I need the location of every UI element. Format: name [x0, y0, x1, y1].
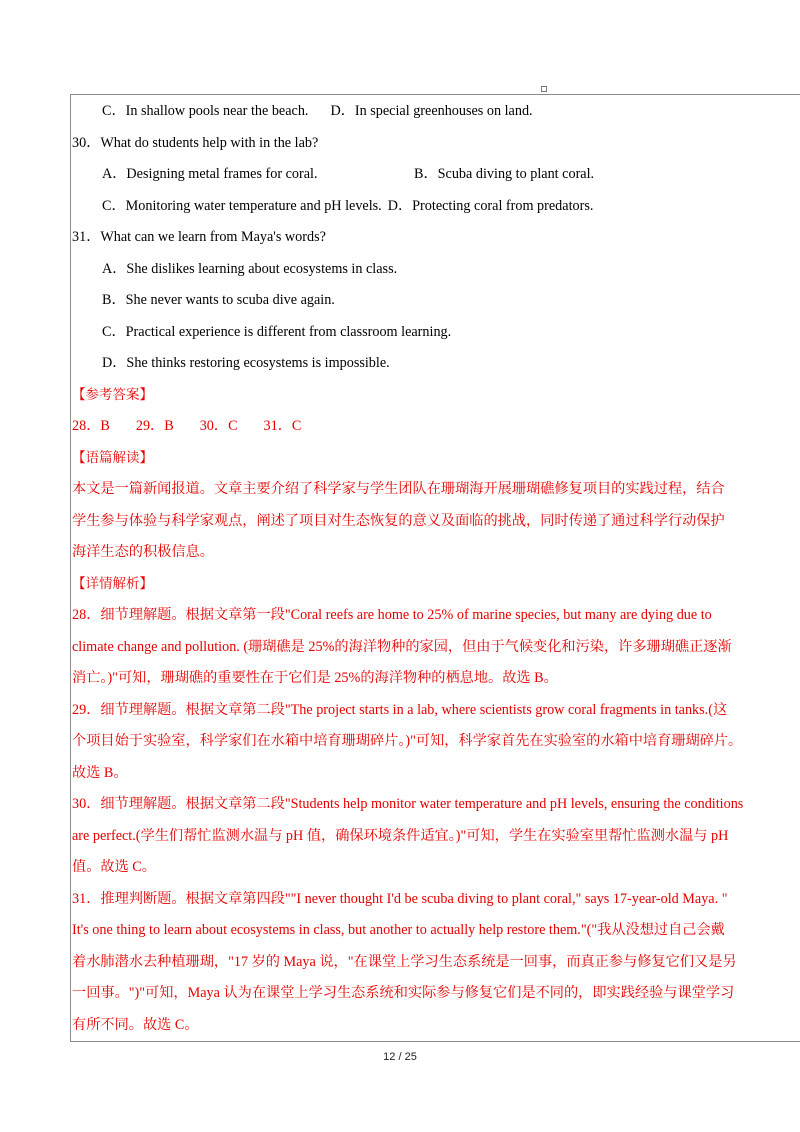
q29-options-cd [72, 96, 792, 128]
q30-stem: 30．What do students help with in the lab? [72, 134, 319, 151]
analysis-line: 个项目始于实验室，科学家们在水箱中培育珊瑚碎片。)"可知，科学家首先在实验室的水箱中培育珊瑚碎片。 [72, 733, 743, 749]
q30-option-c: C．Monitoring water temperature and pH levels. [102, 197, 382, 214]
q29-option-d: D．In special greenhouses on land. [330, 103, 533, 119]
analysis-line: 31．推理判断题。根据文章第四段""I never thought I'd be scuba diving to plant coral," says 17-year-old Maya. " [72, 890, 728, 907]
reading-line: 海洋生态的积极信息。 [72, 544, 214, 560]
analysis-heading: 【详情解析】 [72, 575, 153, 592]
q30-option-b: B．Scuba diving to plant coral. [414, 166, 595, 182]
q31-stem: 31．What can we learn from Maya's words? [72, 229, 326, 245]
reading-line: 学生参与体验与科学家观点，阐述了项目对生态恢复的意义及面临的挑战，同时传递了通过科学行动保护 [72, 512, 725, 529]
q30-options-ab [72, 159, 792, 191]
analysis-line: 28．细节理解题。根据文章第一段"Coral reefs are home to 25% of marine species, but many are dying due to [72, 607, 712, 623]
reading-line: 本文是一篇新闻报道。文章主要介绍了科学家与学生团队在珊瑚海开展珊瑚礁修复项目的实践过程，结合 [72, 481, 725, 497]
analysis-line: 着水肺潜水去种植珊瑚，"17 岁的 Maya 说，"在课堂上学习生态系统是一回事，而真正参与修复它们又是另 [72, 953, 737, 970]
page-number: 12 / 25 [383, 1051, 417, 1063]
analysis-line: 29．细节理解题。根据文章第二段"The project starts in a lab, where scientists grow coral fragments in tanks.(这 [72, 701, 728, 718]
answers-heading: 【参考答案】 [72, 386, 153, 403]
q30-option-d: D．Protecting coral from predators. [387, 197, 594, 214]
q30-option-a: A．Designing metal frames for coral. [102, 166, 318, 182]
analysis-line: 一回事。")"可知，Maya 认为在课堂上学习生态系统和实际参与修复它们是不同的，即实践经验与课堂学习 [72, 985, 735, 1001]
analysis-line: 30．细节理解题。根据文章第二段"Students help monitor water temperature and pH levels, ensuring the conditions [72, 796, 744, 812]
analysis-line: 消亡。)"可知，珊瑚礁的重要性在于它们是 25%的海洋物种的栖息地。故选 B。 [72, 670, 558, 686]
document-body [72, 96, 792, 1041]
analysis-line: It's one thing to learn about ecosystems in class, but another to actually help restore them."("我从没想过自己会戴 [72, 922, 725, 938]
analysis-line: are perfect.(学生们帮忙监测水温与 pH 值，确保环境条件适宜。)"可知，学生在实验室里帮忙监测水温与 pH [72, 827, 729, 844]
analysis-line: climate change and pollution. (珊瑚礁是 25%的海洋物种的家园，但由于气候变化和污染，许多珊瑚礁正逐渐 [72, 638, 732, 655]
analysis-line: 故选 B。 [72, 764, 128, 781]
page-frame-top-rule [70, 94, 800, 95]
q31-option-a: A．She dislikes learning about ecosystems in class. [102, 260, 398, 277]
corner-crop-mark [541, 86, 547, 92]
answer-item: 31．C [263, 418, 302, 434]
page-frame-left-rule [70, 94, 71, 1041]
answer-item: 29．B [135, 418, 174, 434]
answer-item: 30．C [199, 418, 238, 434]
q29-option-c: C．In shallow pools near the beach. [102, 103, 309, 119]
q31-option-d: D．She thinks restoring ecosystems is impossible. [102, 355, 390, 371]
analysis-line: 有所不同。故选 C。 [72, 1016, 199, 1033]
q30-options-cd [72, 191, 792, 223]
answers-row [72, 411, 792, 443]
page-frame-bottom-rule [70, 1041, 800, 1042]
reading-heading: 【语篇解读】 [72, 449, 153, 466]
answer-item: 28．B [72, 418, 110, 434]
q31-option-c: C．Practical experience is different from classroom learning. [102, 323, 452, 340]
q31-option-b: B．She never wants to scuba dive again. [102, 292, 335, 308]
analysis-line: 值。故选 C。 [72, 859, 156, 875]
